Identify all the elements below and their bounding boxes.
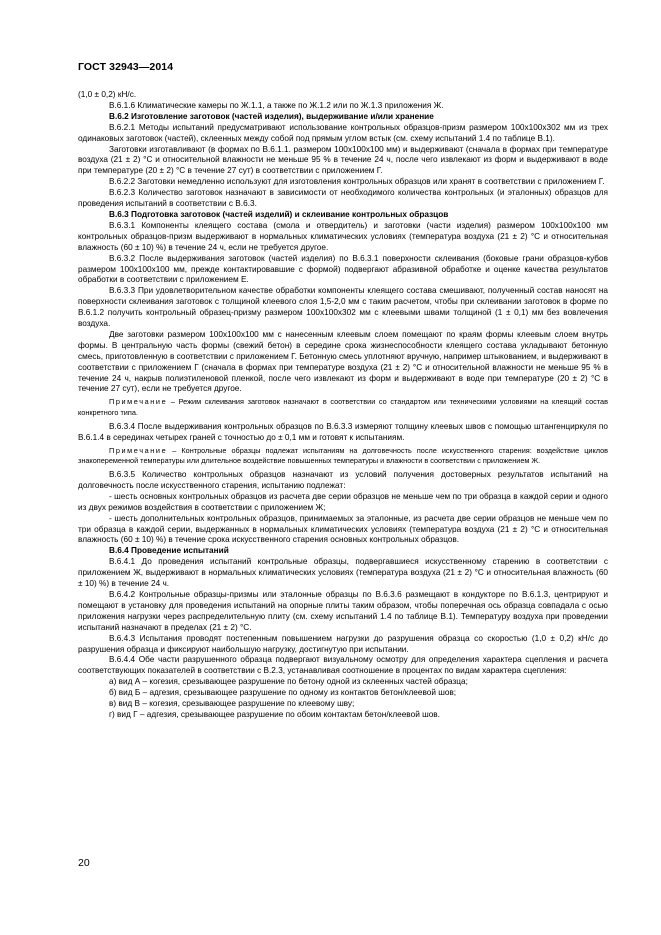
paragraph: В.6.3.4 После выдерживания контрольных образцов по В.6.3.3 измеряют толщину клеевых швов с помощью штангенциркуля по В.6.1.4 в серединах четырех граней с точностью до ± 0,1 мм и готовят к испытаниям. [78,421,608,442]
note-text: – Режим склеивания заготовок назначают в соответствии со стандартом или техническими условиями на клеящий состав конкретного типа. [78,397,608,417]
note-lead: Примечание [109,397,168,407]
note-lead: Примечание [109,445,168,455]
paragraph: В.6.1.6 Климатические камеры по Ж.1.1, а также по Ж.1.2 или по Ж.1.3 приложения Ж. [109,100,444,110]
page-content [78,90,608,721]
paragraph: В.6.4.4 Обе части разрушенного образца подвергают визуальному осмотру для определения характера сцепления и расчета соответствующих показателей в соответствии с В.2.3, устанавливая соотношение в процентах по видам характера сцепления: [78,655,608,676]
section-heading: В.6.4 Проведение испытаний [109,546,229,556]
paragraph: (1,0 ± 0,2) кН/с. [78,90,137,99]
paragraph: Две заготовки размером 100x100x100 мм с нанесенным клеевым слоем помещают по краям формы клеевым слоем внутрь формы. В центральную часть формы (свежий бетон) в середине срока жизнеспособности клеящего состава укладывают бетонную смесь, приготовленную в соответствии с приложением Г. Бетонную смесь уплотняют вручную, например штыкованием, и выдерживают в соответствии с приложением Г (сначала в формах при температуре воздуха (21 ± 2) °С и относительной влажности не меньше 95 % в течение 24 ч, накрыв полиэтиленовой пленкой, после чего извлекают из форм и выдерживают в воде при температуре (20 ± 2) °С в течение 27 сут), если не требуется другое. [78,329,608,394]
paragraph: В.6.2.2 Заготовки немедленно используют для изготовления контрольных образцов или хранят в соответствии с приложением Г. [109,177,605,187]
paragraph: В.6.3.5 Количество контрольных образцов назначают из условий получения достоверных результатов испытаний на долговечность после искусственного старения, испытанию подлежат: [78,470,608,490]
page-number: 20 [78,857,90,869]
paragraph: В.6.2.3 Количество заготовок назначают в зависимости от необходимого количества контрольных (и эталонных) образцов для проведения испытаний в соответствии с В.6.3. [78,188,608,209]
paragraph: В.6.3.2 После выдерживания заготовок (частей изделия) по В.6.3.1 поверхности склеивания (боковые грани образцов-кубов размером 100x100x100 мм, прежде контактировавшие с формой) подвергают абразивной обработке и оценке качества результатов обработки в соответствии с приложением Е. [78,253,608,285]
document-header: ГОСТ 32943—2014 [78,61,174,73]
paragraph: В.6.2.1 Методы испытаний предусматривают использование контрольных образцов-призм размером 100x100x302 мм из трех одинаковых заготовок (частей), склеенных между собой под прямым углом встык (см. схему испытаний 1.4 по таблице В.1). [78,122,608,143]
note-text: – Контрольные образцы подлежат испытаниям на долговечность после искусственного старения: воздействие циклов знакопеременной температуры или длительное воздействие повышенных температуры и влажности в соответствии с приложением Ж. [78,445,608,465]
list-item: а) вид А – когезия, срезывающее разрушение по бетону одной из склеенных частей образца; [109,677,468,687]
list-item: г) вид Г – адгезия, срезывающее разрушение по обоим контактам бетон/клеевой шов. [109,709,440,719]
paragraph: В.6.4.1 До проведения испытаний контрольные образцы, подвергавшиеся искусственному старению в соответствии с приложением Ж, выдерживают в нормальных климатических условиях (температура воздуха (21 ± 2) °С и относительная влажность (60 ± 10) %) в течение 24 ч. [78,557,608,589]
list-item: б) вид Б – адгезия, срезывающее разрушение по одному из контактов бетон/клеевой шов; [109,688,457,698]
note [78,397,608,417]
paragraph: В.6.4.3 Испытания проводят постепенным повышением нагрузки до разрушения образца со скоростью (1,0 ± 0,2) кН/с до разрушения образца и фиксируют наибольшую нагрузку, достигнутую при испытании. [78,633,608,654]
paragraph: - шесть основных контрольных образцов из расчета две серии образцов не меньше чем по три образца в каждой серии и одного из двух режимов воздействия в соответствии с приложением Ж; [78,491,608,512]
paragraph: - шесть дополнительных контрольных образцов, принимаемых за эталонные, из расчета две серии образцов не меньше чем по три образца в каждой серии, выдержанных в нормальных климатических условиях (температура воздуха (21 ± 2) °С и относительная влажность (60 ± 10) %) в течение срока искусственного старения основных контрольных образцов. [78,513,608,545]
section-heading: В.6.2 Изготовление заготовок (частей изделия), выдерживание и/или хранение [109,111,434,121]
list-item: в) вид В – когезия, срезывающее разрушение по клеевому шву; [109,699,355,709]
section-heading: В.6.3 Подготовка заготовок (частей изделий) и склеивание контрольных образцов [109,209,449,219]
paragraph: В.6.3.1 Компоненты клеящего состава (смола и отвердитель) и заготовки (части изделия) размером 100x100x100 мм контрольных образцов-призм выдерживают в нормальных климатических условиях (температура воздуха (21 ± 2) °С и относительная влажность (60 ± 10) %) в течение 24 ч, если не требуется другое. [78,220,608,252]
paragraph: В.6.3.3 При удовлетворительном качестве обработки компоненты клеящего состава смешивают, полученный состав наносят на поверхности склеивания заготовок с толщиной клеевого слоя 1,5-2,0 мм с таким расчетом, чтобы при склеивании заготовок в форме по В.6.1.2 получить контрольный образец-призму размером 100x100x302 мм с клеевыми швами толщиной (1 ± 0,1) мм без вовлечения воздуха. [78,286,608,329]
paragraph: В.6.4.2 Контрольные образцы-призмы или эталонные образцы по В.6.3.6 размещают в кондукторе по В.6.1.3, центрируют и помещают в установку для проведения испытаний на опорные плиты таким образом, чтобы поперечная ось образца совпадала с осью приложения нагрузки через распределительную плиту (см. схему испытаний 1.4 по таблице В.1). Температуру воздуха при проведении испытаний назначают в пределах (21 ± 2) °С. [78,589,608,632]
paragraph: Заготовки изготавливают (в формах по В.6.1.1. размером 100x100x100 мм) и выдерживают (сначала в формах при температуре воздуха (21 ± 2) °С и относительной влажности не меньше 95 % в течение 24 ч, после чего извлекают из форм и выдерживают в воде при температуре (20 ± 2) °С в течение 27 сут) в соответствии с приложением Г. [78,144,608,176]
note [78,446,608,466]
